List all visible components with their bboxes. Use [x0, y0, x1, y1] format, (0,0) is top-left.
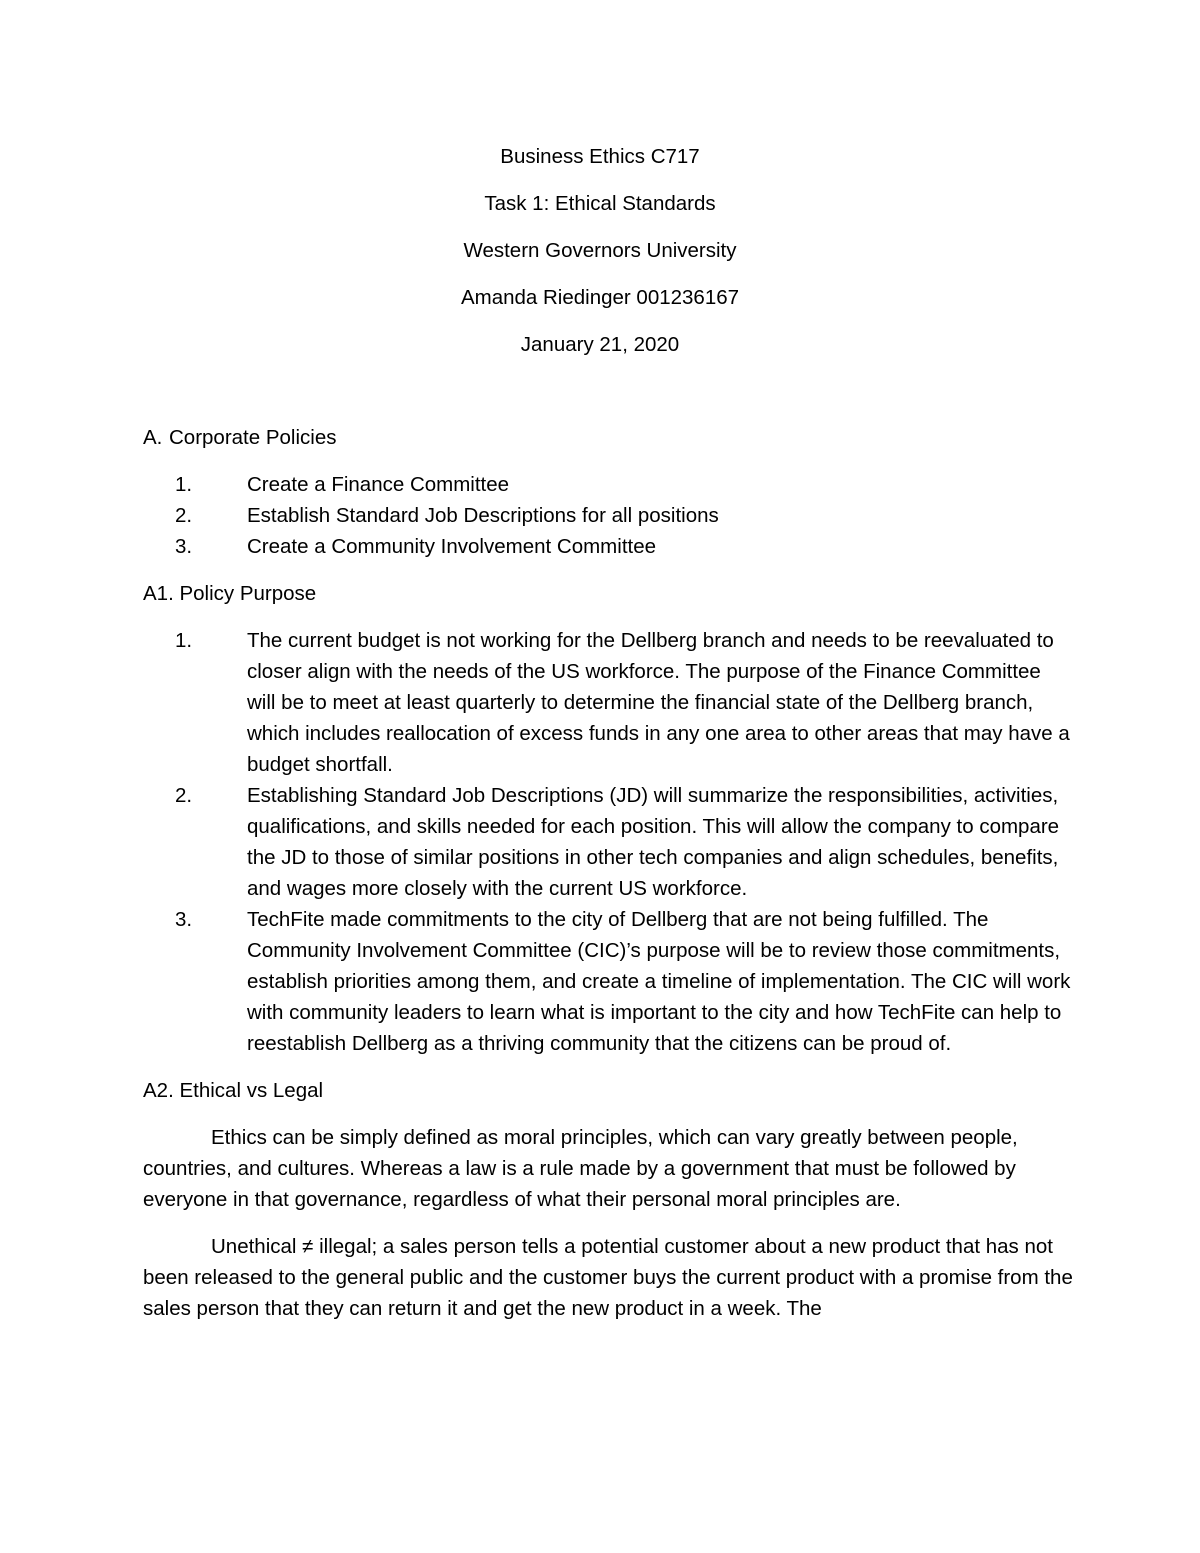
list-item — [143, 469, 1073, 500]
list-item-number: 1. — [175, 629, 193, 652]
list-item — [143, 500, 1073, 531]
list-item — [143, 531, 1073, 562]
document-body — [143, 422, 1073, 1340]
list-item-text: TechFite made commitments to the city of Dellberg that are not being fulfilled. The Community Involvement Committee (CIC)’s purpose will be to review those commitments, establish priorities among them, and create a timeline of implementation. The CIC will work with community leaders to learn what is important to the city and how TechFite can help to reestablish Dellberg as a thriving community that the citizens can be proud of. — [247, 908, 1071, 1055]
list-item — [143, 780, 1073, 904]
date-line: January 21, 2020 — [520, 333, 680, 356]
list-item-text: Establish Standard Job Descriptions for all positions — [247, 504, 719, 527]
section-a-heading — [143, 422, 1073, 453]
task-title: Task 1: Ethical Standards — [484, 192, 716, 215]
section-a2-heading: A2. Ethical vs Legal — [143, 1079, 324, 1102]
list-item-text: Create a Finance Committee — [247, 473, 510, 496]
title-block — [0, 141, 1200, 376]
author-line: Amanda Riedinger 001236167 — [460, 286, 740, 309]
policy-purpose-list — [143, 625, 1073, 1059]
list-item — [143, 625, 1073, 780]
list-item-number: 3. — [175, 535, 193, 558]
list-item-text: Establishing Standard Job Descriptions (JD) will summarize the responsibilities, activities, qualifications, and skills needed for each position. This will allow the company to compare the JD to those of similar positions in other tech companies and align schedules, benefits, and wages more closely with the current US workforce. — [247, 784, 1060, 900]
course-title: Business Ethics C717 — [500, 145, 700, 168]
list-item-text: The current budget is not working for the Dellberg branch and needs to be reevaluated to closer align with the needs of the US workforce. The purpose of the Finance Committee will be to meet at least quarterly to determine the financial state of the Dellberg branch, which includes reallocation of excess funds in any one area to other areas that may have a budget shortfall. — [247, 629, 1070, 776]
section-a-title: Corporate Policies — [169, 426, 337, 449]
list-item — [143, 904, 1073, 1059]
list-item-number: 2. — [175, 784, 193, 807]
list-item-number: 3. — [175, 908, 193, 931]
corporate-policies-list — [143, 469, 1073, 562]
list-item-text: Create a Community Involvement Committee — [247, 535, 657, 558]
list-item-number: 2. — [175, 504, 193, 527]
paragraph: Ethics can be simply defined as moral principles, which can vary greatly between people, countries, and cultures. Whereas a law is a rule made by a government that must be followed by everyone in that governance, regardless of what their personal moral principles are. — [143, 1126, 1018, 1211]
section-a-marker: A. — [143, 426, 163, 449]
paragraph: Unethical ≠ illegal; a sales person tells a potential customer about a new product that has not been released to the general public and the customer buys the current product with a promise from the sales person that they can return it and get the new product in a week. The — [143, 1235, 1073, 1320]
university-name: Western Governors University — [463, 239, 737, 262]
list-item-number: 1. — [175, 473, 193, 496]
section-a1-heading: A1. Policy Purpose — [143, 582, 317, 605]
